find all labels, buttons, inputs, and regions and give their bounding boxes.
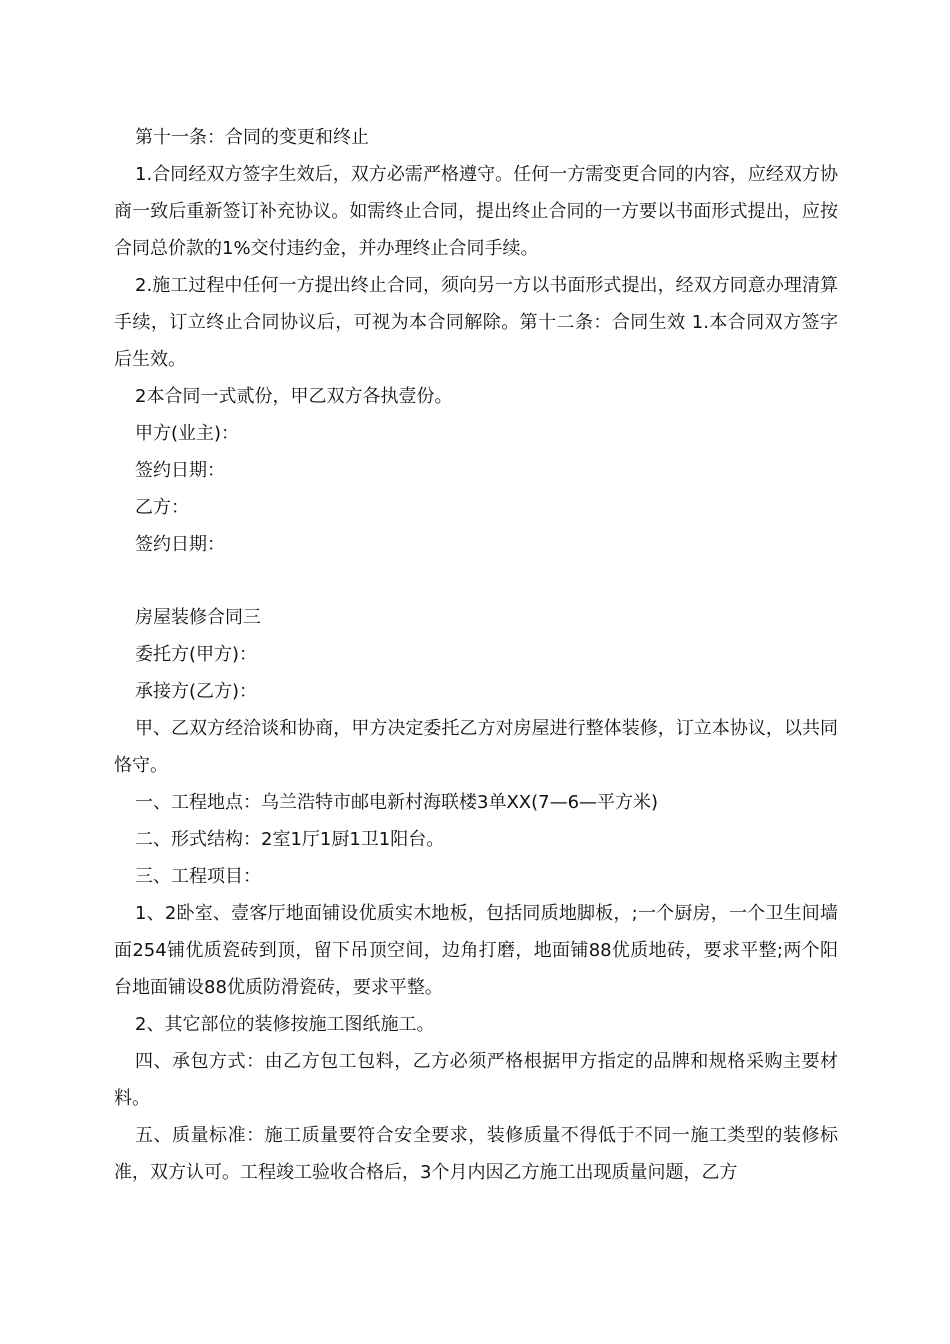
document-body bbox=[114, 119, 838, 1191]
clause-projects: 三、工程项目： bbox=[135, 866, 261, 887]
signature-line-date-b: 签约日期： bbox=[135, 534, 225, 555]
paragraph: 1.合同经双方签字生效后，双方必需严格遵守。任何一方需变更合同的内容，应经双方协商一致后重新签订补充协议。如需终止合同，提出终止合同的一方要以书面形式提出，应按合同总价款的1%交付违约金，并办理终止合同手续。 bbox=[114, 164, 838, 259]
clause-projects-2: 2、其它部位的装修按施工图纸施工。 bbox=[135, 1014, 435, 1035]
contract-title: 房屋装修合同三 bbox=[135, 607, 261, 628]
paragraph: 2.施工过程中任何一方提出终止合同，须向另一方以书面形式提出，经双方同意办理清算手续，订立终止合同协议后，可视为本合同解除。第十二条：合同生效 1.本合同双方签字后生效。 bbox=[114, 275, 838, 370]
paragraph: 2本合同一式贰份，甲乙双方各执壹份。 bbox=[135, 386, 453, 407]
clause-contract-method: 四、承包方式：由乙方包工包料，乙方必须严格根据甲方指定的品牌和规格采购主要材料。 bbox=[114, 1051, 838, 1109]
contractor-line: 承接方(乙方)： bbox=[135, 681, 258, 702]
clause-structure: 二、形式结构：2室1厅1厨1卫1阳台。 bbox=[135, 829, 445, 850]
signature-line-party-a: 甲方(业主)： bbox=[135, 423, 240, 444]
paragraph: 甲、乙双方经洽谈和协商，甲方决定委托乙方对房屋进行整体装修，订立本协议，以共同恪守。 bbox=[114, 718, 838, 776]
client-line: 委托方(甲方)： bbox=[135, 644, 258, 665]
section-spacer bbox=[114, 563, 838, 599]
signature-line-party-b: 乙方： bbox=[135, 497, 189, 518]
clause-quality: 五、质量标准：施工质量要符合安全要求，装修质量不得低于不同一施工类型的装修标准，双方认可。工程竣工验收合格后，3个月内因乙方施工出现质量问题，乙方 bbox=[114, 1125, 838, 1183]
signature-line-date-a: 签约日期： bbox=[135, 460, 225, 481]
section-heading: 第十一条：合同的变更和终止 bbox=[135, 127, 369, 148]
clause-projects-1: 1、2卧室、壹客厅地面铺设优质实木地板，包括同质地脚板，;一个厨房，一个卫生间墙面254铺优质瓷砖到顶，留下吊顶空间，边角打磨，地面铺88优质地砖，要求平整;两个阳台地面铺设88优质防滑瓷砖，要求平整。 bbox=[114, 903, 838, 998]
clause-location: 一、工程地点：乌兰浩特市邮电新村海联楼3单XX(7—6—平方米) bbox=[135, 792, 659, 813]
